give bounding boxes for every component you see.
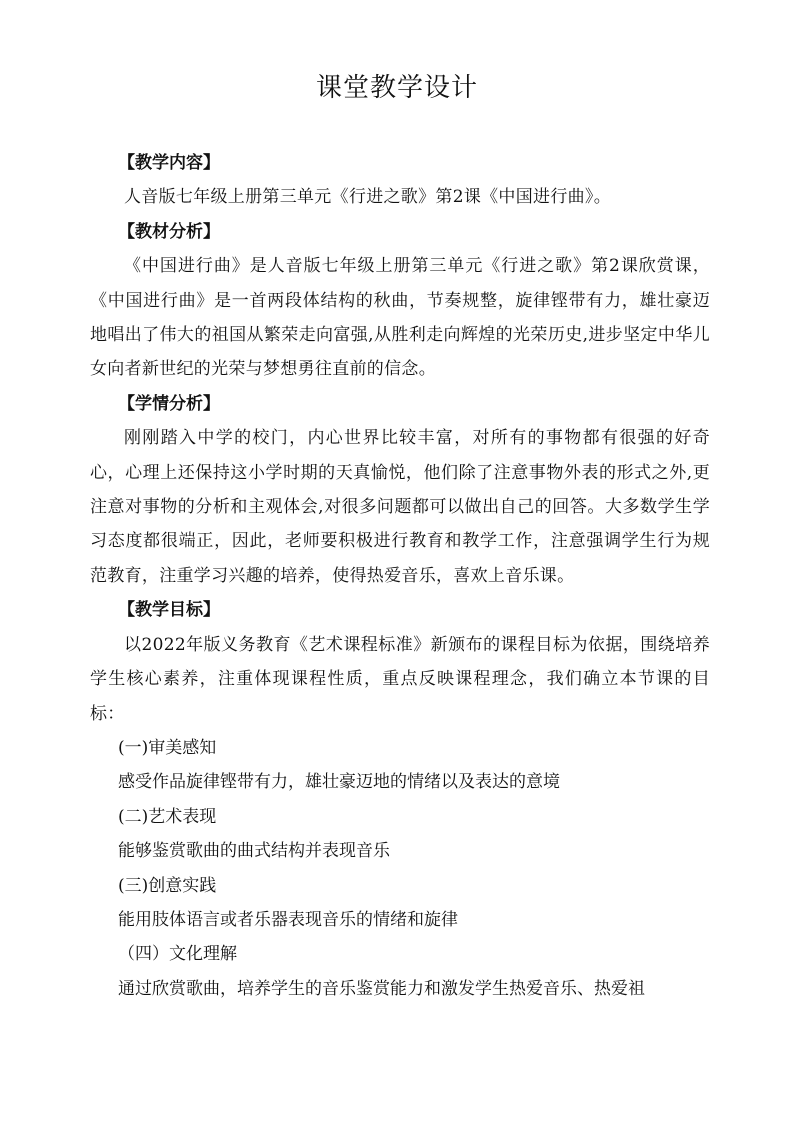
goal-2-text: 能够鉴赏歌曲的曲式结构并表现音乐 — [118, 841, 390, 862]
material-paragraph: 《中国进行曲》是人音版七年级上册第三单元《行进之歌》第2课欣赏课，《中国进行曲》是一首两段体结构的秋曲，节奏规整，旋律铿带有力，雄壮豪迈地唱出了伟大的祖国从繁荣走向富强,从胜利走向辉煌的光荣历史,进步坚定中华儿女向者新世纪的光荣与梦想勇往直前的信念。 — [90, 256, 710, 380]
section-heading-goals: 【教学目标】 — [118, 600, 220, 621]
content-paragraph: 人音版七年级上册第三单元《行进之歌》第2课《中国进行曲》。 — [124, 187, 612, 208]
students-paragraph: 刚刚踏入中学的校门，内心世界比较丰富，对所有的事物都有很强的好奇心，心理上还保持这小学时期的天真愉悦，他们除了注意事物外表的形式之外,更注意对事物的分析和主观体会,对很多问题都可以做出自己的回答。大多数学生学习态度都很端正，因此，老师要积极进行教育和教学工作，注意强调学生行为规范教育，注重学习兴趣的培养，使得热爱音乐，喜欢上音乐课。 — [90, 428, 710, 586]
goal-4-text: 通过欣赏歌曲，培养学生的音乐鉴赏能力和激发学生热爱音乐、热爱祖 — [118, 978, 645, 999]
section-heading-material: 【教材分析】 — [118, 221, 220, 242]
goal-1-title: (一)审美感知 — [118, 737, 217, 758]
section-heading-students: 【学情分析】 — [118, 393, 220, 414]
document-body — [90, 146, 710, 1006]
document-title: 课堂教学设计 — [315, 73, 478, 103]
goal-3-title: (三)创意实践 — [118, 875, 217, 896]
goal-1-text: 感受作品旋律铿带有力，雄壮豪迈地的情绪以及表达的意境 — [118, 772, 560, 793]
goal-4-title: （四）文化理解 — [118, 944, 237, 965]
goal-3-text: 能用肢体语言或者乐器表现音乐的情绪和旋律 — [118, 909, 458, 930]
section-heading-content: 【教学内容】 — [118, 153, 220, 173]
goal-2-title: (二)艺术表现 — [118, 806, 217, 827]
goals-paragraph: 以2022年版义务教育《艺术课程标准》新颁布的课程目标为依据，围绕培养学生核心素养，注重体现课程性质，重点反映课程理念，我们确立本节课的目标： — [90, 634, 710, 724]
